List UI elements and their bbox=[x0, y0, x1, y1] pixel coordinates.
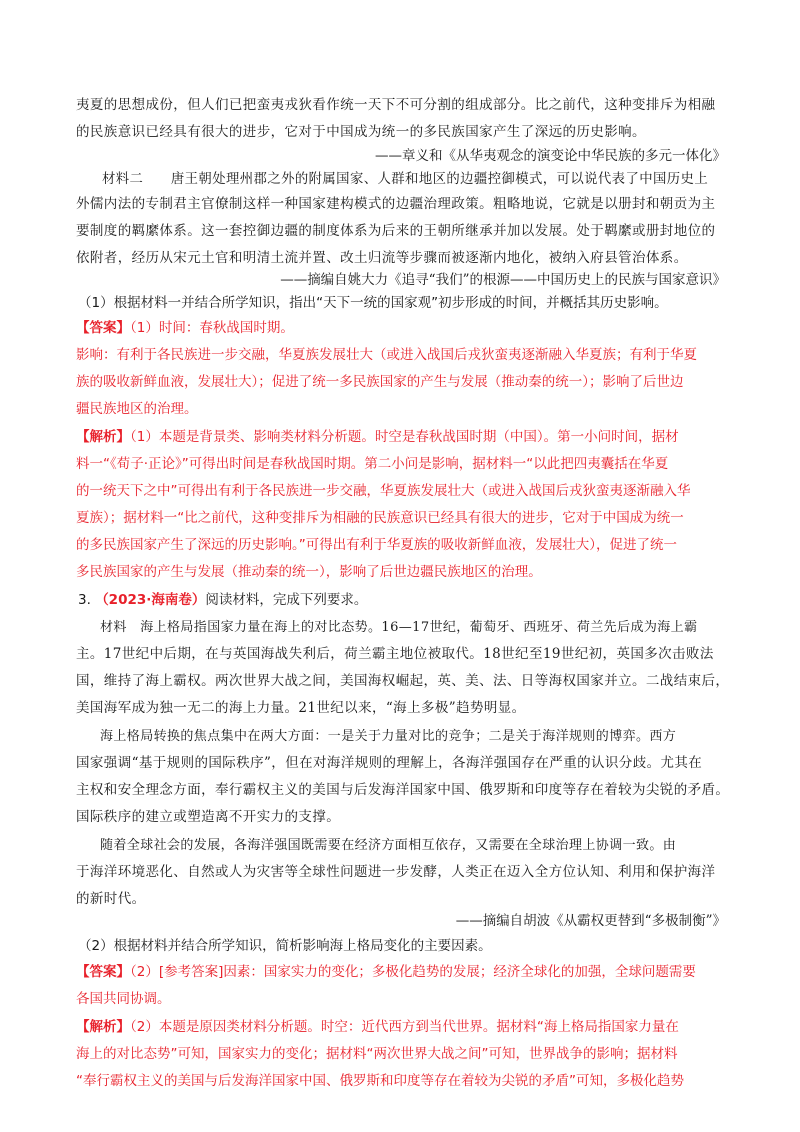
paragraph-line: 主。17世纪中后期，在与英国海战失利后，荷兰霸主地位被取代。18世纪至19世纪初，英国多次击败法 bbox=[76, 646, 714, 662]
paragraph-line: 随着全球社会的发展，各海洋强国既需要在经济方面相互依存，又需要在全球治理上协调一致。由 bbox=[100, 838, 677, 853]
answer-line: 族的吸收新鲜血液，发展壮大）；促进了统一多民族国家的产生与发展（推动秦的统一）；影响了后世边 bbox=[76, 374, 684, 390]
analysis-line: 夏族）；据材料一“比之前代，这种变排斥为相融的民族意识已经具有很大的进步，它对于中国成为统一 bbox=[76, 510, 684, 526]
answer-line: （2）[参考答案]因素：国家实力的变化；多极化趋势的发展；经济全球化的加强，全球问题需要 bbox=[130, 964, 696, 980]
question-number: 3. bbox=[78, 592, 91, 608]
answer-line: 疆民族地区的治理。 bbox=[76, 401, 198, 417]
material-3-para1-first bbox=[100, 614, 750, 641]
material-3-source: ——摘编自胡波《从霸权更替到“多极制衡”》 bbox=[455, 913, 726, 929]
material-3-para2 bbox=[76, 750, 730, 831]
question-3-heading bbox=[78, 587, 728, 613]
analysis-line: （1）本题是背景类、影响类材料分析题。时空是春秋战国时期（中国）。第一小问时间，据材 bbox=[130, 429, 679, 445]
analysis-line: 的多民族国家产生了深远的历史影响。”可得出有利于华夏族的吸收新鲜血液，发展壮大），促进了统一 bbox=[76, 537, 677, 553]
paragraph-line: 国家强调“基于规则的国际秩序”，但在对海洋规则的理解上，各海洋强国存在严重的认识分歧。尤其在 bbox=[76, 755, 703, 771]
answer-3-2 bbox=[76, 959, 728, 1013]
paragraph-line: 海上格局转换的焦点集中在两大方面：一是关于力量对比的竞争；二是关于海洋规则的博弈。西方 bbox=[100, 729, 677, 744]
answer-tag: 【答案】 bbox=[76, 964, 130, 980]
question-instruction: 阅读材料，完成下列要求。 bbox=[205, 592, 368, 608]
paragraph-line: 于海洋环境恶化、自然或人为灾害等全球性问题进一步发酵，人类正在迈入全方位认知、利用和保护海洋 bbox=[76, 864, 716, 880]
material-3-para3-first bbox=[100, 832, 750, 859]
material-one-tail bbox=[76, 92, 726, 146]
analysis-line: 多民族国家的产生与发展（推动秦的统一），影响了后世边疆民族地区的治理。 bbox=[76, 564, 542, 580]
exam-source: （2023·海南卷） bbox=[95, 592, 206, 608]
answer-tag: 【答案】 bbox=[76, 320, 130, 336]
analysis-1 bbox=[76, 424, 728, 586]
answer-line: 影响：有利于各民族进一步交融，华夏族发展壮大（或进入战国后戎狄蛮夷逐渐融入华夏族；有利于华夏 bbox=[76, 347, 697, 363]
question-1: （1）根据材料一并结合所学知识，指出“天下一统的国家观”初步形成的时间，并概括其历史影响。 bbox=[78, 295, 668, 311]
material-two-source: ——摘编自姚大力《追寻“我们”的根源——中国历史上的民族与国家意识》 bbox=[280, 272, 726, 288]
analysis-line: （2）本题是原因类材料分析题。时空：近代西方到当代世界。据材料“海上格局指国家力量在 bbox=[130, 1019, 679, 1035]
paragraph-line: 的新时代。 bbox=[76, 891, 146, 907]
paragraph-line: 材料二 唐王朝处理州郡之外的附属国家、人群和地区的边疆控御模式，可以说代表了中国历史上 bbox=[102, 172, 709, 187]
paragraph-line: 要制度的羁縻体系。这一套控御边疆的制度体系为后来的王朝所继承并加以发展。处于羁縻或册封地位的 bbox=[76, 223, 716, 239]
material-3-para1 bbox=[76, 641, 730, 722]
material-3-para2-first bbox=[100, 723, 750, 750]
paragraph-line: 依附者，经历从宋元土官和明清土流并置、改土归流等步骤而被逐渐内地化，被纳入府县管治体系。 bbox=[76, 250, 688, 266]
paragraph-line: 夷夏的思想成份，但人们已把蛮夷戎狄看作统一天下不可分割的组成部分。比之前代，这种变排斥为相融 bbox=[76, 97, 716, 113]
answer-line: 各国共同协调。 bbox=[76, 991, 171, 1007]
paragraph-line: 国际秩序的建立或塑造离不开实力的支撑。 bbox=[76, 809, 341, 825]
paragraph-line: 材料 海上格局指国家力量在海上的对比态势。16—17世纪，葡萄牙、西班牙、荷兰先后成为海上霸 bbox=[100, 620, 698, 635]
paragraph-line: 的民族意识已经具有很大的进步，它对于中国成为统一的多民族国家产生了深远的历史影响。 bbox=[76, 124, 646, 140]
question-3-2: （2）根据材料并结合所学知识，简析影响海上格局变化的主要因素。 bbox=[78, 938, 492, 954]
answer-line: （1）时间：春秋战国时期。 bbox=[130, 320, 294, 336]
analysis-3-2 bbox=[76, 1014, 728, 1095]
paragraph-line: 国，维持了海上霸权。两次世界大战之间，美国海权崛起，英、美、法、日等海权国家并立。二战结束后， bbox=[76, 673, 730, 689]
analysis-tag: 【解析】 bbox=[76, 429, 130, 445]
material-one-source: ——章义和《从华夷观念的演变论中华民族的多元一体化》 bbox=[375, 148, 726, 164]
analysis-line: 海上的对比态势”可知，国家实力的变化；据材料“两次世界大战之间”可知，世界战争的影响；据材料 bbox=[76, 1046, 678, 1062]
answer-1 bbox=[76, 315, 728, 423]
paragraph-line: 主权和安全理念方面，奉行霸权主义的美国与后发海洋国家中国、俄罗斯和印度等存在着较为尖锐的矛盾。 bbox=[76, 782, 730, 798]
material-3-para3 bbox=[76, 859, 726, 913]
material-two bbox=[102, 166, 732, 193]
analysis-line: 料一“《荀子·正论》”可得出时间是春秋战国时期。第二小问是影响，据材料一“以此把四夷囊括在华夏 bbox=[76, 456, 669, 472]
paragraph-line: 外儒内法的专制君主官僚制这样一种国家建构模式的边疆治理政策。粗略地说，它就是以册封和朝贡为主 bbox=[76, 196, 716, 212]
analysis-line: “奉行霸权主义的美国与后发海洋国家中国、俄罗斯和印度等存在着较为尖锐的矛盾”可知，多极化趋势 bbox=[76, 1073, 684, 1089]
analysis-line: 的一统天下之中”可得出有利于各民族进一步交融，华夏族发展壮大（或进入战国后戎狄蛮夷逐渐融入华 bbox=[76, 483, 691, 499]
analysis-tag: 【解析】 bbox=[76, 1019, 130, 1035]
paragraph-line: 美国海军成为独一无二的海上力量。21世纪以来，“海上多极”趋势明显。 bbox=[76, 700, 526, 716]
material-two-body bbox=[76, 191, 726, 272]
